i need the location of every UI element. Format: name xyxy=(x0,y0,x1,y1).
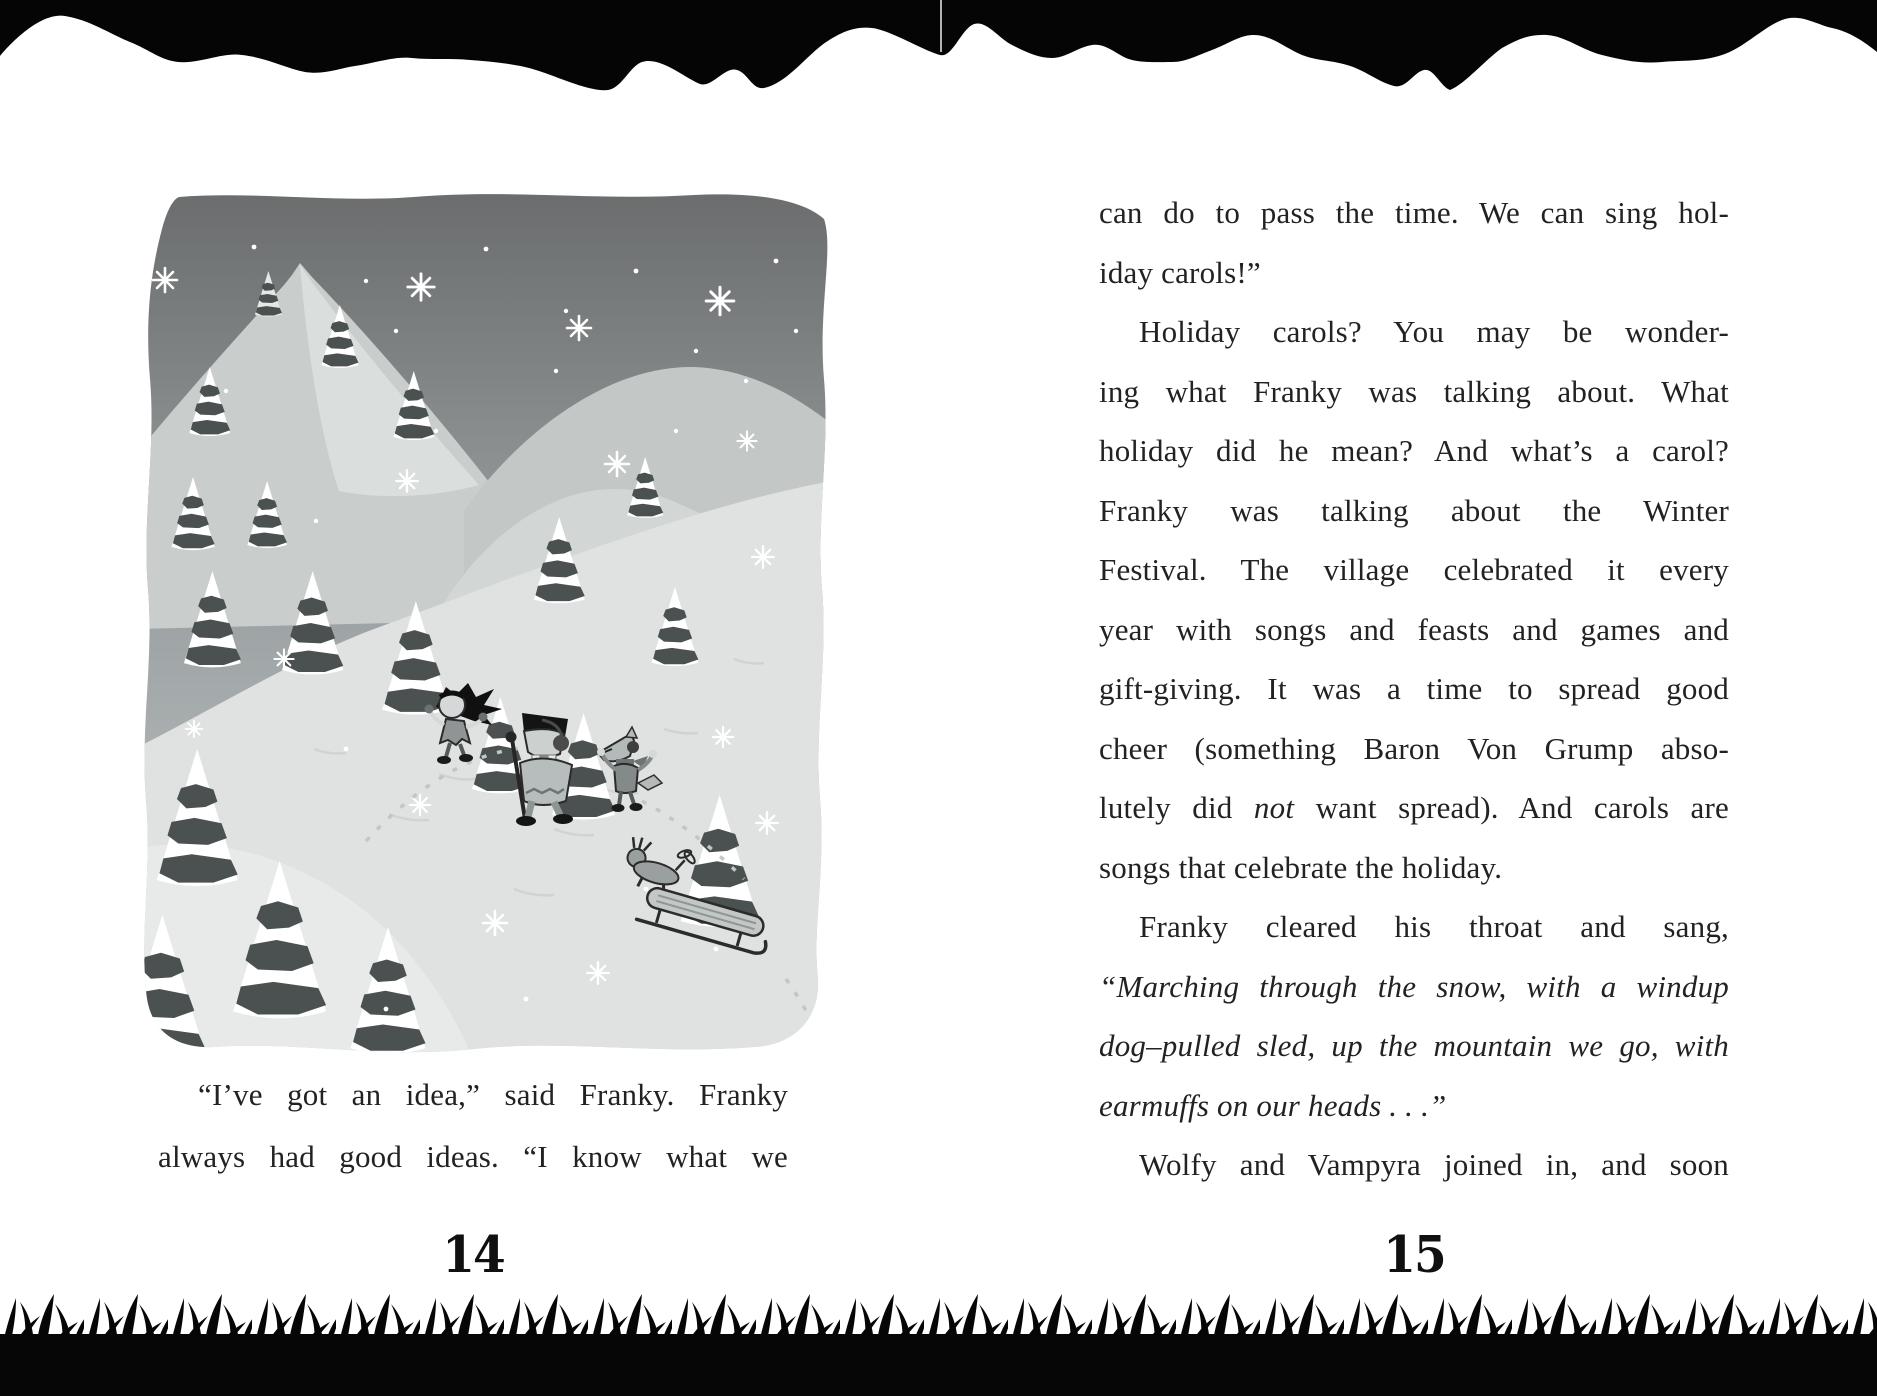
text-line: always had good ideas. “I know what we xyxy=(158,1139,788,1174)
text-line: Festival. The village celebrated it every xyxy=(1099,552,1729,587)
grass-bottom-border xyxy=(0,1290,1877,1396)
text-line: gift-giving. It was a time to spread good xyxy=(1099,671,1729,706)
page-number-left: 14 xyxy=(442,1225,504,1286)
text-line: Franky cleared his throat and sang, xyxy=(1139,909,1729,944)
text-line: Franky was talking about the Winter xyxy=(1099,492,1729,528)
torn-top-border xyxy=(0,0,1877,100)
text-line: songs that celebrate the holiday. xyxy=(1099,849,1503,885)
text-line: Wolfy and Vampyra joined in, and soon xyxy=(1139,1147,1729,1182)
winter-mountain-illustration xyxy=(134,189,847,1061)
text-line: Holiday carols? You may be wonder- xyxy=(1139,314,1729,349)
text-line: dog–pulled sled, up the mountain we go, with xyxy=(1099,1028,1729,1063)
page-gutter-line xyxy=(940,0,942,52)
text-line: can do to pass the time. We can sing hol- xyxy=(1099,195,1729,230)
text-line: “Marching through the snow, with a windup xyxy=(1099,968,1729,1004)
left-page-text xyxy=(158,1064,788,1188)
text-line: “I’ve got an idea,” said Franky. Franky xyxy=(198,1077,788,1112)
text-line: ing what Franky was talking about. What xyxy=(1099,373,1729,409)
text-line: year with songs and feasts and games and xyxy=(1099,611,1729,647)
text-line: holiday did he mean? And what’s a carol? xyxy=(1099,433,1729,468)
text-line: earmuffs on our heads . . .” xyxy=(1099,1087,1447,1123)
page-number-right: 15 xyxy=(1383,1225,1445,1286)
text-line: lutely did not want spread). And carols are xyxy=(1099,790,1729,825)
right-page-text xyxy=(1099,183,1729,1195)
text-line: iday carols!” xyxy=(1099,254,1261,290)
text-line: cheer (something Baron Von Grump abso- xyxy=(1099,730,1729,766)
